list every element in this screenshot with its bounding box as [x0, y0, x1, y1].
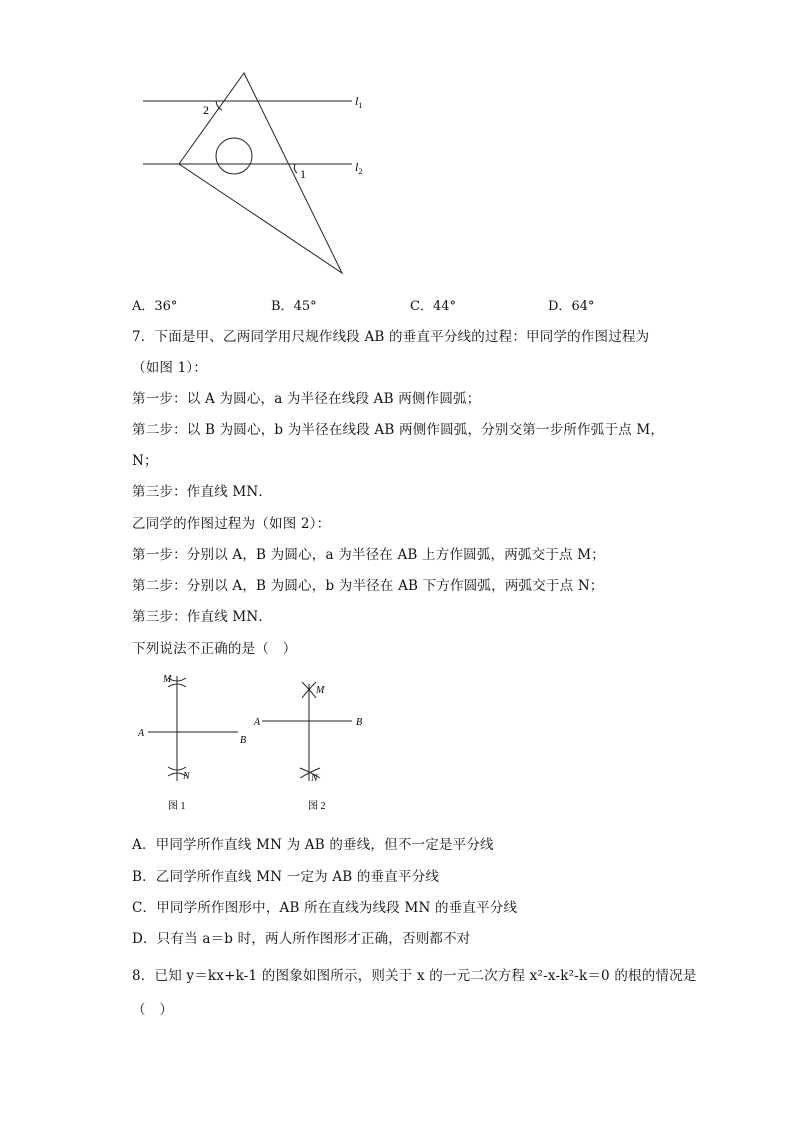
fig1-label-n: N: [183, 771, 190, 782]
label-angle2: 2: [203, 103, 209, 117]
label-l2-sub: 2: [358, 167, 363, 176]
ruler-hole: [216, 138, 252, 174]
q7-line4: 第二步：以 B 为圆心，b 为半径在线段 AB 两侧作圆弧，分别交第一步所作弧于点 M，: [132, 422, 665, 438]
q7-option-d[interactable]: D．只有当 a＝b 时，两人所作图形才正确，否则都不对: [132, 931, 471, 947]
q8-line1: 8．已知 y＝kx+k-1 的图象如图所示，则关于 x 的一元二次方程 x²-x-k²-k＝0 的根的情况是: [132, 968, 697, 984]
fig2-label-a: A: [254, 717, 261, 728]
q6-option-c[interactable]: C．44°: [410, 299, 456, 314]
q7-option-a[interactable]: A．甲同学所作直线 MN 为 AB 的垂线，但不一定是平分线: [132, 837, 494, 853]
fig2-label-b: B: [356, 717, 363, 728]
q7-line11: 下列说法不正确的是（ ）: [132, 641, 297, 657]
fig2-label-n: N: [311, 773, 318, 784]
label-angle1: 1: [300, 167, 306, 181]
fig1-label-b: B: [240, 735, 247, 746]
q7-line3: 第一步：以 A 为圆心，a 为半径在线段 AB 两侧作圆弧；: [132, 391, 481, 407]
q7-line8: 第一步：分别以 A，B 为圆心，a 为半径在 AB 上方作圆弧，两弧交于点 M；: [132, 547, 605, 563]
fig1-label-m: M: [163, 674, 172, 685]
q8-line2: （ ）: [132, 1002, 174, 1018]
angle1-arc: [294, 164, 297, 173]
q7-line9: 第二步：分别以 A，B 为圆心，b 为半径在 AB 下方作圆弧，两弧交于点 N；: [132, 578, 604, 594]
q7-figures: [130, 668, 380, 818]
q6-options: [132, 295, 692, 315]
q6-option-a[interactable]: A．36°: [132, 299, 178, 314]
q6-option-d[interactable]: D．64°: [548, 299, 595, 314]
q7-option-c[interactable]: C．甲同学所作图形中，AB 所在直线为线段 MN 的垂直平分线: [132, 900, 518, 916]
label-l1: $l_1$: [355, 94, 363, 110]
q6-triangle-figure: [130, 65, 390, 280]
q7-line10: 第三步：作直线 MN．: [132, 609, 273, 625]
fig1-caption: 图 1: [168, 801, 186, 812]
q7-line6: 第三步：作直线 MN．: [132, 484, 273, 500]
q7-line7: 乙同学的作图过程为（如图 2）：: [132, 516, 331, 532]
q7-line1: 7．下面是甲、乙两同学用尺规作线段 AB 的垂直平分线的过程：甲同学的作图过程为: [132, 329, 650, 345]
q7-line2: （如图 1）：: [132, 360, 208, 376]
label-l1-sub: 1: [358, 101, 363, 110]
fig1-label-a: A: [138, 728, 145, 739]
fig2-label-m: M: [316, 685, 325, 696]
figure-1: [137, 674, 246, 812]
label-l2: $l_2$: [355, 160, 363, 176]
figure-2: [253, 682, 362, 812]
q7-line5: N；: [132, 453, 158, 469]
q7-option-b[interactable]: B．乙同学所作直线 MN 一定为 AB 的垂直平分线: [132, 869, 440, 885]
fig2-caption: 图 2: [308, 801, 326, 812]
q6-option-b[interactable]: B．45°: [271, 299, 317, 314]
